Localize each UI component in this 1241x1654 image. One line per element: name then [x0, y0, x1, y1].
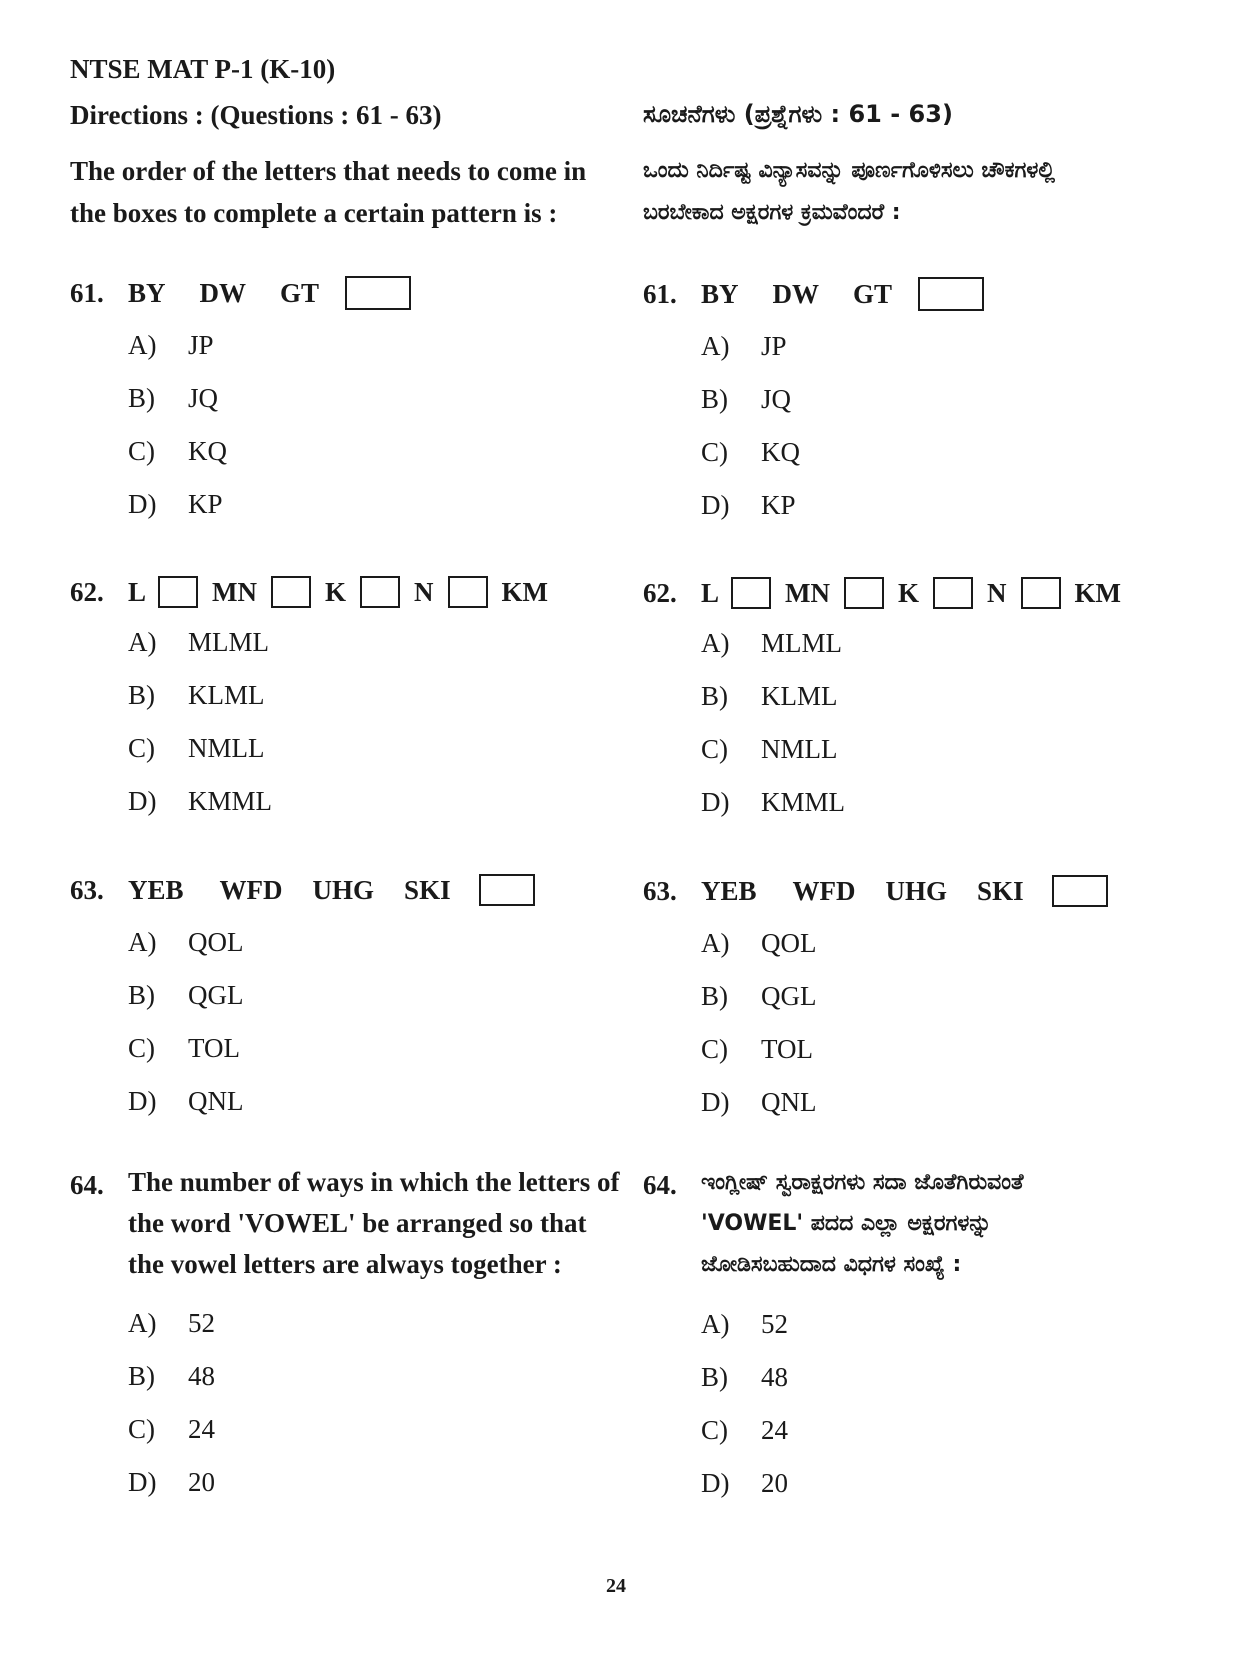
question-text-line: The number of ways in which the letters of: [128, 1167, 620, 1197]
option: [701, 1309, 788, 1362]
option: [128, 1414, 215, 1467]
option-label: C): [128, 436, 155, 466]
option-label: B): [128, 980, 155, 1010]
option-text: 48: [761, 1362, 788, 1392]
option-text: KLML: [188, 680, 265, 710]
series-term: GT: [280, 277, 320, 308]
option-text: QOL: [188, 927, 244, 957]
option: [701, 490, 800, 543]
option-label: C): [128, 1033, 155, 1063]
option: [701, 384, 800, 437]
option-label: B): [128, 383, 155, 413]
option: [701, 1415, 788, 1468]
instruction-en: [70, 150, 610, 234]
option-label: A): [128, 330, 157, 360]
option: [701, 1034, 817, 1087]
option-text: 52: [761, 1309, 788, 1339]
series-term: GT: [853, 278, 893, 309]
option-label: D): [701, 787, 730, 817]
series-term: SKI: [404, 874, 451, 905]
option: [128, 1033, 244, 1086]
option: [701, 681, 845, 734]
question-number: 64.: [70, 1170, 104, 1200]
option-text: TOL: [761, 1034, 813, 1064]
option-text: QGL: [188, 980, 244, 1010]
option-text: NMLL: [761, 734, 838, 764]
option: [701, 437, 800, 490]
option-text: KMML: [761, 787, 846, 817]
series-term: BY: [128, 277, 166, 308]
question-number: 64.: [643, 1170, 677, 1200]
option-text: QGL: [761, 981, 817, 1011]
option-label: A): [128, 927, 157, 957]
option-label: D): [701, 490, 730, 520]
option-text: 20: [761, 1468, 788, 1498]
series-term: WFD: [792, 875, 856, 906]
option-text: QOL: [761, 928, 817, 958]
option: [701, 1362, 788, 1415]
option-label: A): [701, 331, 730, 361]
option-list-63-en: [128, 927, 244, 1139]
option-label: D): [701, 1087, 730, 1117]
question-number: 62.: [643, 577, 677, 608]
option: [701, 734, 845, 787]
option: [701, 1087, 817, 1140]
option-label: D): [128, 1086, 157, 1116]
series-term: YEB: [701, 875, 757, 906]
option-label: A): [128, 627, 157, 657]
option-text: JP: [188, 330, 214, 360]
option-label: C): [128, 733, 155, 763]
option: [128, 330, 227, 383]
option-label: A): [701, 628, 730, 658]
option-text: 24: [188, 1414, 215, 1444]
option-text: 48: [188, 1361, 215, 1391]
option-list-62-kn: [701, 628, 845, 840]
answer-box: [844, 577, 884, 609]
option: [701, 928, 817, 981]
option-text: QNL: [188, 1086, 244, 1116]
option-text: NMLL: [188, 733, 265, 763]
option: [701, 1468, 788, 1521]
directions-kn: ಸೂಚನೆಗಳು (ಪ್ರಶ್ನೆಗಳು : 61 - 63): [643, 100, 953, 128]
option-list-63-kn: [701, 928, 817, 1140]
option-text: 24: [761, 1415, 788, 1445]
answer-box: [1052, 875, 1108, 907]
series-term: MN: [212, 576, 257, 607]
series-term: N: [414, 576, 434, 607]
question-number: 63.: [643, 875, 677, 906]
option-label: D): [128, 786, 157, 816]
option: [701, 628, 845, 681]
question-64-kn: [643, 1170, 1024, 1285]
option: [128, 680, 272, 733]
option: [128, 1361, 215, 1414]
series-term: KM: [501, 576, 549, 607]
option: [128, 927, 244, 980]
option-label: B): [128, 1361, 155, 1391]
series-term: WFD: [219, 874, 283, 905]
option: [128, 489, 227, 542]
option-label: B): [128, 680, 155, 710]
option-list-64-en: [128, 1308, 215, 1520]
question-number: 63.: [70, 874, 104, 905]
option-label: C): [701, 1034, 728, 1064]
option: [128, 786, 272, 839]
option: [128, 436, 227, 489]
option: [128, 627, 272, 680]
question-61-kn: [643, 277, 984, 311]
question-number: 61.: [70, 277, 104, 308]
answer-box: [933, 577, 973, 609]
option: [128, 1308, 215, 1361]
option-text: JQ: [188, 383, 219, 413]
series-term: K: [898, 577, 920, 608]
option-list-62-en: [128, 627, 272, 839]
series-term: L: [701, 577, 720, 608]
option-label: B): [701, 384, 728, 414]
answer-box: [158, 576, 198, 608]
option-label: B): [701, 1362, 728, 1392]
option-label: D): [701, 1468, 730, 1498]
option-label: D): [128, 1467, 157, 1497]
option-text: TOL: [188, 1033, 240, 1063]
option: [701, 331, 800, 384]
question-62-en: [70, 576, 548, 608]
option-text: KMML: [188, 786, 273, 816]
option-label: C): [128, 1414, 155, 1444]
instruction-en-line: the boxes to complete a certain pattern is :: [70, 198, 558, 228]
option-label: D): [128, 489, 157, 519]
series-term: DW: [772, 278, 820, 309]
option-label: A): [701, 928, 730, 958]
option-label: C): [701, 1415, 728, 1445]
option-list-61-en: [128, 330, 227, 542]
answer-box: [479, 874, 535, 906]
option: [128, 383, 227, 436]
question-64-en: [70, 1167, 620, 1285]
instruction-kn-line: ಒಂದು ನಿರ್ದಿಷ್ಟ ವಿನ್ಯಾಸವನ್ನು ಪೂರ್ಣಗೊಳಿಸಲು ಚೌಕಗಳಲ್ಲಿ: [643, 158, 1056, 183]
answer-box: [271, 576, 311, 608]
series-term: KM: [1074, 577, 1122, 608]
option-list-61-kn: [701, 331, 800, 543]
option-label: C): [701, 437, 728, 467]
option: [128, 1086, 244, 1139]
instruction-en-line: The order of the letters that needs to come in: [70, 156, 587, 186]
question-number: 61.: [643, 278, 677, 309]
answer-box: [345, 276, 411, 310]
question-63-en: [70, 874, 535, 906]
question-62-kn: [643, 577, 1121, 609]
instruction-kn-line: ಬರಬೇಕಾದ ಅಕ್ಷರಗಳ ಕ್ರಮವೆಂದರೆ :: [643, 200, 901, 225]
question-text-line: the word 'VOWEL' be arranged so that: [128, 1208, 587, 1238]
question-number: 62.: [70, 576, 104, 607]
option-text: QNL: [761, 1087, 817, 1117]
page-number: 24: [606, 1575, 626, 1597]
option-label: A): [701, 1309, 730, 1339]
option: [701, 787, 845, 840]
series-term: L: [128, 576, 147, 607]
option: [128, 980, 244, 1033]
answer-box: [448, 576, 488, 608]
question-text-line: 'VOWEL' ಪದದ ಎಲ್ಲಾ ಅಕ್ಷರಗಳನ್ನು: [701, 1211, 992, 1236]
option-text: 20: [188, 1467, 215, 1497]
option: [128, 733, 272, 786]
question-text-line: ಜೋಡಿಸಬಹುದಾದ ವಿಧಗಳ ಸಂಖ್ಯೆ :: [701, 1252, 962, 1277]
series-term: MN: [785, 577, 830, 608]
option: [701, 981, 817, 1034]
series-term: DW: [199, 277, 247, 308]
series-term: SKI: [977, 875, 1024, 906]
question-text-line: the vowel letters are always together :: [128, 1249, 562, 1279]
answer-box: [360, 576, 400, 608]
option-label: B): [701, 981, 728, 1011]
option-text: MLML: [761, 628, 842, 658]
option: [128, 1467, 215, 1520]
directions-en: Directions : (Questions : 61 - 63): [70, 100, 442, 130]
series-term: YEB: [128, 874, 184, 905]
series-term: BY: [701, 278, 739, 309]
answer-box: [918, 277, 984, 311]
series-term: UHG: [312, 874, 375, 905]
option-text: MLML: [188, 627, 269, 657]
instruction-kn: [643, 150, 1183, 234]
option-label: A): [128, 1308, 157, 1338]
option-text: KP: [761, 490, 796, 520]
option-label: B): [701, 681, 728, 711]
exam-title: NTSE MAT P-1 (K-10): [70, 54, 336, 84]
answer-box: [1021, 577, 1061, 609]
option-text: 52: [188, 1308, 215, 1338]
option-text: KQ: [188, 436, 227, 466]
option-text: KLML: [761, 681, 838, 711]
option-text: JP: [761, 331, 787, 361]
series-term: N: [987, 577, 1007, 608]
option-text: KP: [188, 489, 223, 519]
option-list-64-kn: [701, 1309, 788, 1521]
question-text-line: ಇಂಗ್ಲೀಷ್ ಸ್ವರಾಕ್ಷರಗಳು ಸದಾ ಜೊತೆಗಿರುವಂತೆ: [701, 1170, 1024, 1195]
answer-box: [731, 577, 771, 609]
series-term: UHG: [885, 875, 948, 906]
series-term: K: [325, 576, 347, 607]
option-text: KQ: [761, 437, 800, 467]
question-61-en: [70, 276, 411, 310]
option-text: JQ: [761, 384, 792, 414]
option-label: C): [701, 734, 728, 764]
question-63-kn: [643, 875, 1108, 907]
